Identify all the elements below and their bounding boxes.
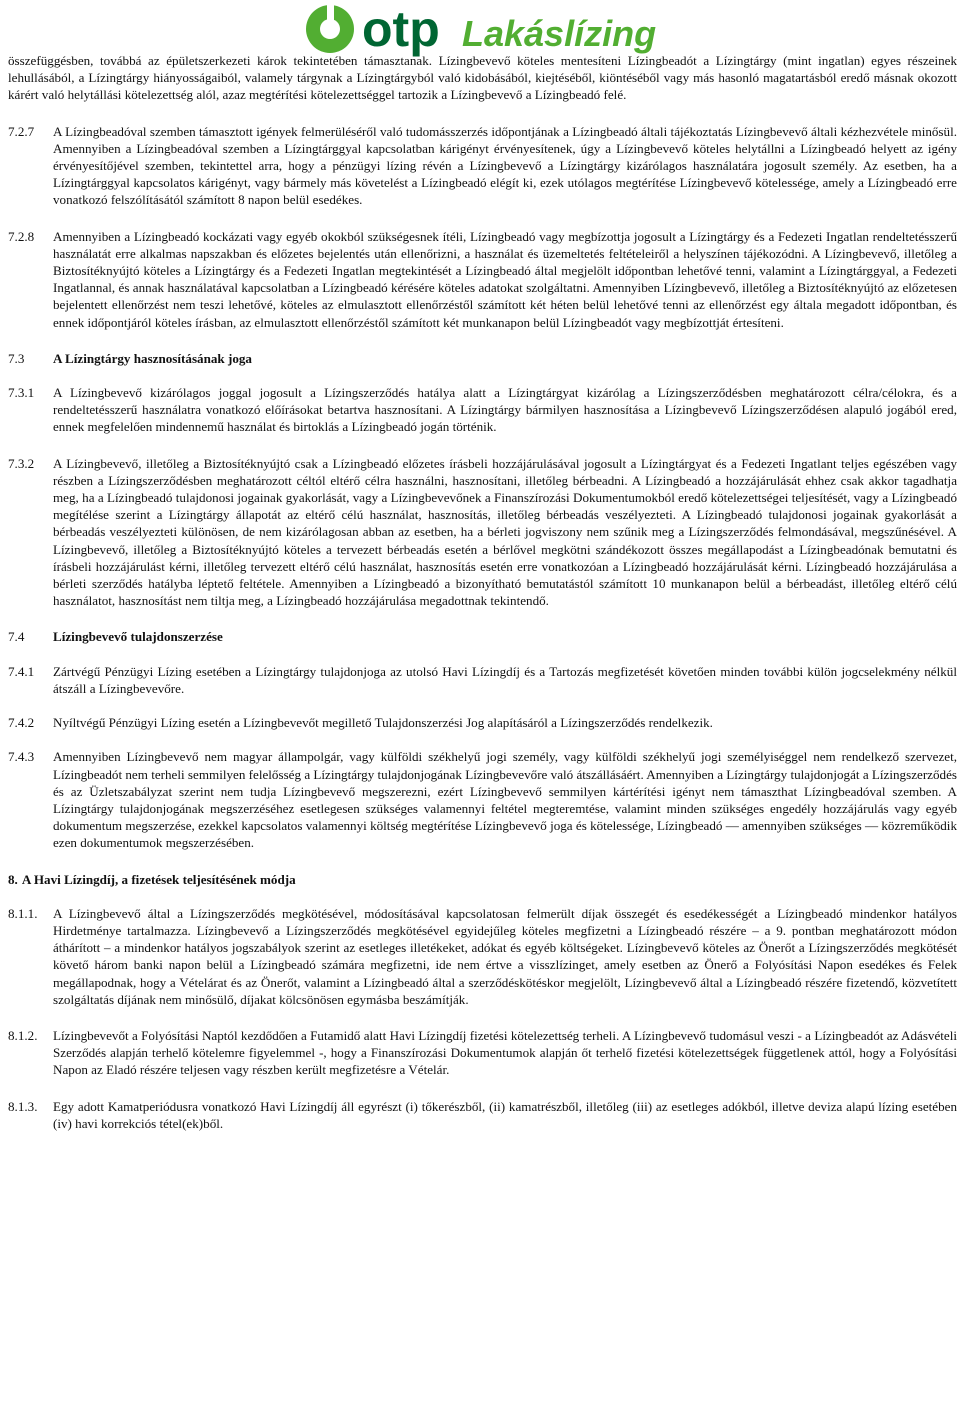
section-text: Nyíltvégű Pénzügyi Lízing esetén a Lízingbevevőt megillető Tulajdonszerzési Jog alapításáról a Lízingszerződés rendelkezik. (53, 715, 713, 731)
heading-7-4 (8, 628, 957, 645)
section-7-4-3 (8, 748, 957, 851)
heading-7-3 (8, 350, 957, 367)
heading-8 (8, 871, 957, 888)
document-body (8, 52, 957, 1132)
section-text: Amennyiben a Lízingbeadó kockázati vagy egyéb okokból szükségesnek ítéli, Lízingbeadó vagy megbízottja jogosult a Lízingtárgy és a Fedezeti Ingatlan rendeltetésszerű használatát erre alkalmas napszakban és előzetes bejelentés után ellenőrizni, a használat és üzemeltetés feltételeiről a helyszínen tájékozódni. A Lízingbevevő, illetőleg a Biztosítéknyújtó köteles a Lízingtárgy és a Fedezeti Ingatlan megtekintését a Lízingbeadó által megjelölt időpontban lehetővé tenni, valamint a Lízingtárggyal, a Fedezeti Ingatlannal, és annak használatával kapcsolatban a Lízingbeadó kérésére köteles adatokat szolgáltatni. Amennyiben Lízingbevevő, illetőleg a Biztosítéknyújtó az előzetesen bejelentett ellenőrzést nem teszi lehetővé, köteles az elmulasztott ellenőrzéstől számított két héten belül lehetővé tenni az ellenőrzést egy általa megadott időpontban, és ennek időpontjáról köteles írásban, az elmulasztott ellenőrzéstől számított két munkanapon belül Lízingbeadót vagy megbízottját értesíteni. (53, 228, 957, 330)
heading-title: A Lízingtárgy hasznosításának joga (53, 350, 252, 366)
section-number: 8.1.2. (8, 1027, 38, 1043)
section-7-3-2 (8, 455, 957, 610)
section-text: Amennyiben Lízingbevevő nem magyar állampolgár, vagy külföldi székhelyű jogi személy, vagy külföldi székhelyű jogi személyiséggel nem rendelkező szervezet, Lízingbeadót nem terheli semmilyen felelősség a Lízingtárgy tulajdonjogának Lízingbevevőre való átszállásáért. Amennyiben a Lízingtárgy tulajdonjogát a Lízingszerződés és az Üzletszabályzat szerint nem tudja Lízingbevevő megszerezni, ezért Lízingbevevő semmilyen kártérítési igényt nem támaszthat Lízingbeadóval szemben. A Lízingtárgy tulajdonjogának megszerzéséhez esetlegesen szükséges valamennyi feltétel megteremtése, valamint minden szükséges engedély hozzájárulás vagy egyéb dokumentum megszerzése, ezekkel kapcsolatos valamennyi költség megtérítése Lízingbevevő joga és kötelessége, Lízingbeadó — amennyiben szükséges — közreműködik ezen dokumentumok megszerzésében. (53, 749, 957, 851)
heading-title: Lízingbevevő tulajdonszerzése (53, 629, 223, 645)
section-number: 8.1.3. (8, 1098, 38, 1114)
section-8-1-3 (8, 1098, 957, 1132)
section-text: Zártvégű Pénzügyi Lízing esetében a Lízingtárgy tulajdonjoga az utolsó Havi Lízingdíj és a Tartozás megfizetését követően minden további külön jogcselekmény nélkül átszáll a Lízingbevevőre. (53, 663, 957, 696)
section-8-1-1 (8, 905, 957, 1008)
otp-logo-icon (302, 0, 662, 58)
section-text: A Lízingbevevő, illetőleg a Biztosítéknyújtó csak a Lízingbeadó előzetes írásbeli hozzájárulásával jogosult a Lízingtárgyat és a Fedezeti Ingatlant teljes egészében vagy részben a Lízingszerződésben meghatározott céltól eltérő célra használni, hasznosítani, illetőleg bérbeadni. A Lízingbeadó a hozzájárulását ehhez csak akkor tagadhatja meg, ha a Lízingbeadó tulajdonosi jogainak gyakorlását, vagy a Lízingbevevőnek a Finanszírozási Dokumentumokból eredő kötelezettségei teljesítését, vagy a Lízingbeadó megítélése szerint a Lízingtárgy állapotát az eltérő célú használat, hasznosítás, illetőleg bérbeadás veszélyezteti. A Lízingbeadó tulajdonosi jogainak gyakorlását a bérbeadás veszélyezteti különösen, de nem kizárólagosan abban az esetben, ha a bérleti jogviszony nem szűnik meg a Lízingszerződés felmondásával, megszűnésével. A Lízingbevevő, illetőleg a Biztosítéknyújtó köteles a tervezett bérbeadás esetén a bérlővel megkötni szándékozott összes megállapodást a Lízingbeadónak bemutatni és írásbeli hozzájárulást kérni, illetőleg tervezett eltérő célú használat, hasznosítás esetén erre vonatkozóan a Lízingbeadó hozzájárulását kérni. Lízingbeadó hozzájárulása a bérleti szerződés hatályba léptető feltétele. Amennyiben a Lízingbeadó a bizonyítható bemutatástól számított 10 munkanapon belül a bérbeadást, illetőleg eltérő célú használatot, hasznosítást nem tiltja meg, a Lízingbeadó hozzájárulása megadottnak tekintendő. (53, 455, 957, 609)
section-number: 7.4.2 (8, 715, 35, 731)
intro-paragraph: összefüggésben, továbbá az épületszerkezeti károk tekintetében támasztanak. Lízingbevevő köteles mentesíteni Lízingbeadót a Lízingtárgy (mint ingatlan) egyes részeinek lehullásából, a Lízingtárgy hiányosságaiból, valamely tárgynak a Lízingtárgyból való kidobásából, kiejtéséből, kiöntéséből vagy más hasonló magatartásból eredő másnak okozott kárért való helytállási kötelezettség alól, azaz megtérítési kötelezettséggel tartozik a Lízingbevevő a Lízingbeadó felé. (8, 53, 957, 103)
section-7-4-2 (8, 714, 957, 731)
section-number: 7.3.1 (8, 385, 35, 401)
section-number: 7.2.7 (8, 123, 35, 139)
section-text: A Lízingbeadóval szemben támasztott igények felmerüléséről való tudomásszerzés időpontjának a Lízingbeadó általi tájékoztatás Lízingbevevő általi kézhezvétele minősül. Amennyiben a Lízingbeadóval szemben a Lízingtárggyal kapcsolatban kárigényt érvényesítenek, úgy a Lízingbevevő köteles helytállni a Lízingbeadó helyett az igény érvényesítőjével szemben, tekintettel arra, hogy a pénzügyi lízing révén a Lízingbevevő a Lízingtárgy kizárólagos használatára jogosult személy. Az esetben, ha a Lízingtárggyal kapcsolatos kárigényt, vagy bármely más követelést a Lízingbeadó elégít ki, ezek utólagos megtérítése Lízingbevevő kötelessége, amely a Lízingbeadó erre vonatkozó felszólításától számított 8 napon belül esedékes. (53, 123, 957, 208)
heading-number: 7.4 (8, 629, 25, 645)
section-8-1-2 (8, 1027, 957, 1079)
section-7-2-7 (8, 123, 957, 209)
heading-number: 7.3 (8, 350, 25, 366)
section-7-2-8 (8, 228, 957, 331)
logo-product-text: Lakáslízing (462, 13, 657, 54)
heading-title: A Havi Lízingdíj, a fizetések teljesítésének módja (21, 871, 296, 887)
section-text: A Lízingbevevő által a Lízingszerződés megkötésével, módosításával kapcsolatosan felmerült díjak összegét és esedékességét a Lízingbeadó mindenkor hatályos Hirdetménye tartalmazza. Lízingbevevő a Lízingszerződés megkötésével egyidejűleg köteles megfizetni a Lízingbeadó részére – a 9. pontban meghatározott módon áthárított – a mindenkor hatályos jogszabályok szerint az esetleges illetékeket, adókat és egyéb költségeket. Lízingbevevő köteles az Önerőt a Lízingszerződés megkötését követő három banki napon belül a Lízingbeadó számára megfizetni, ide nem értve a visszlízinget, amely esetben az Önerő a Folyósítási Napon esedékes és Felek megállapodnak, hogy a Vételárat és az Önerőt, valamint a Lízingbeadó által a szerződéskötéskor megjelölt, Lízingbevevő által a Lízingbeadó részére fizetendő, közvetített szolgáltatás díjának nem minősülő, díjakat kölcsönösen egymásba beszámítják. (53, 905, 957, 1007)
otp-lakaslizing-logo (302, 0, 662, 58)
section-number: 7.3.2 (8, 455, 35, 471)
logo-otp-text: otp (362, 1, 440, 57)
heading-number: 8. (8, 871, 18, 887)
section-number: 7.4.1 (8, 663, 35, 679)
section-text: Egy adott Kamatperiódusra vonatkozó Havi Lízingdíj áll egyrészt (i) tőkerészből, (ii) kamatrészből, illetőleg (iii) az esetleges adókból, illetve deviza alapú lízing esetében (iv) havi korrekciós tétel(ek)ből. (53, 1098, 957, 1131)
section-7-4-1 (8, 663, 957, 697)
section-number: 7.4.3 (8, 749, 35, 765)
section-text: A Lízingbevevő kizárólagos joggal jogosult a Lízingszerződés hatálya alatt a Lízingtárgyat kizárólag a Lízingszerződésben meghatározott célra/célokra, és a rendeltetésszerű használatra vonatkozó előírásokat betartva hasznosítani. A Lízingtárgy bármilyen hasznosítása a Lízingbevevő Lízingszerződésen alapuló jogából ered, ennek megfelelően mindennemű használat és birtoklás a Lízingbeadó jogán történik. (53, 385, 957, 435)
section-number: 8.1.1. (8, 905, 38, 921)
section-text: Lízingbevevőt a Folyósítási Naptól kezdődően a Futamidő alatt Havi Lízingdíj fizetési kötelezettség terheli. A Lízingbevevő tudomásul veszi - a Lízingbeadót az Adásvételi Szerződés alapján terhelő kötelemre figyelemmel -, hogy a Finanszírozási Dokumentumok alapján őt terhelő fizetési kötelezettségek függetlenek attól, hogy a Folyósítási Napon az Eladó részére teljesen vagy részben került megfizetésre a Vételár. (53, 1027, 957, 1078)
section-number: 7.2.8 (8, 228, 35, 244)
section-7-3-1 (8, 384, 957, 436)
